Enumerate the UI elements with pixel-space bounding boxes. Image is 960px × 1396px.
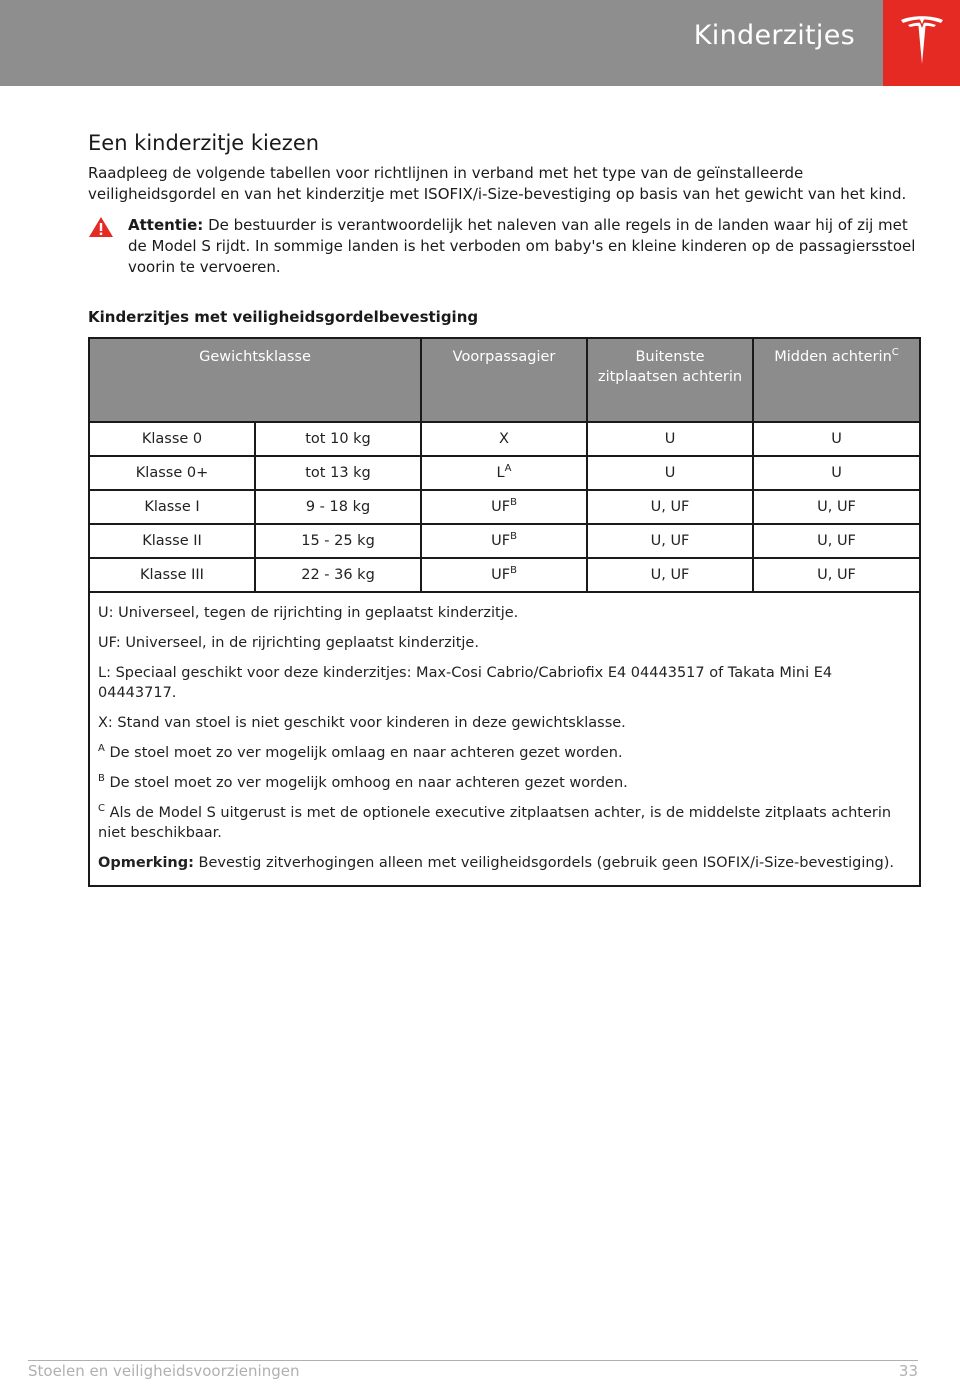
cell-midden: U [753,422,920,456]
table-row [89,524,920,558]
cell-voor [421,490,587,524]
cell-voor-sup: B [510,531,517,542]
note-l: L: Speciaal geschikt voor deze kinderzitjes: Max-Cosi Cabrio/Cabriofix E4 04443517 of Takata Mini E4 04443717. [98,665,833,701]
remark-text: Bevestig zitverhogingen alleen met veiligheidsgordels (gebruik geen ISOFIX/i-Size-bevestiging). [193,855,895,871]
cell-buiten: U, UF [587,490,753,524]
cell-voor [421,456,587,490]
note-a-text: De stoel moet zo ver mogelijk omlaag en naar achteren gezet worden. [104,745,623,761]
cell-midden: U, UF [753,490,920,524]
note-a [98,743,911,763]
cell-gewicht: tot 10 kg [255,422,421,456]
note-c-sup: C [98,803,105,814]
header-outer-rear: Buitenste zitplaatsen achterin [587,338,753,422]
warning-label: Attentie: [128,216,204,234]
footer-section-name: Stoelen en veiligheidsvoorzieningen [28,1362,300,1380]
cell-voor [421,558,587,592]
header-weight-class: Gewichtsklasse [89,338,421,422]
note-c-text: Als de Model S uitgerust is met de optionele executive zitplaatsen achter, is de middelste zitplaats achterin niet beschikbaar. [98,805,892,841]
header-bar [0,0,883,86]
note-x: X: Stand van stoel is niet geschikt voor kinderen in deze gewichtsklasse. [98,715,626,731]
section-title: Een kinderzitje kiezen [88,131,320,155]
cell-midden: U, UF [753,524,920,558]
cell-voor [421,422,587,456]
cell-voor-value: UF [491,533,511,549]
table-subtitle: Kinderzitjes met veiligheidsgordelbevestiging [88,308,479,326]
table-row [89,456,920,490]
note-b-text: De stoel moet zo ver mogelijk omhoog en naar achteren gezet worden. [104,775,628,791]
cell-klasse: Klasse 0+ [89,456,255,490]
cell-gewicht: 15 - 25 kg [255,524,421,558]
cell-voor-value: L [496,465,505,481]
table-row [89,422,920,456]
footer-page-number: 33 [898,1362,918,1380]
table-notes [89,592,920,886]
table-row [89,558,920,592]
tesla-logo-icon [899,14,945,66]
intro-paragraph: Raadpleeg de volgende tabellen voor richtlijnen in verband met het type van de geïnstalleerde veiligheidsgordel en van het kinderzitje met ISOFIX/i-Size-bevestiging op basis van het gewicht van het kind. [88,164,907,203]
notes-row [89,592,920,886]
cell-buiten: U, UF [587,524,753,558]
cell-voor-value: UF [491,499,511,515]
warning-text: De bestuurder is verantwoordelijk het naleven van alle regels in de landen waar hij of zij met de Model S rijdt. In sommige landen is het verboden om baby's en kleine kinderen op de passagiersstoel voorin te vervoeren. [128,216,916,276]
table-row [89,490,920,524]
cell-voor-value: UF [491,567,511,583]
main-content [88,131,918,887]
cell-klasse: Klasse III [89,558,255,592]
cell-gewicht: tot 13 kg [255,456,421,490]
warning-triangle-icon [88,216,114,238]
cell-buiten: U, UF [587,558,753,592]
cell-buiten: U [587,422,753,456]
cell-klasse: Klasse 0 [89,422,255,456]
note-u: U: Universeel, tegen de rijrichting in geplaatst kinderzitje. [98,605,519,621]
cell-midden: U, UF [753,558,920,592]
cell-midden: U [753,456,920,490]
child-seat-table [88,337,921,887]
header-middle-rear [753,338,920,422]
header-middle-rear-sup: C [891,347,899,358]
note-b [98,773,911,793]
cell-voor-value: X [499,431,509,447]
page-title: Kinderzitjes [693,20,855,51]
cell-klasse: Klasse I [89,490,255,524]
note-remark [98,853,911,873]
cell-voor-sup: A [504,463,512,474]
table-header-row [89,338,920,422]
note-uf: UF: Universeel, in de rijrichting geplaatst kinderzitje. [98,635,479,651]
note-c [98,803,911,843]
cell-buiten: U [587,456,753,490]
remark-label: Opmerking: [98,855,194,871]
cell-voor [421,524,587,558]
footer-divider [28,1360,918,1361]
cell-voor-sup: B [510,497,517,508]
brand-logo-box [883,0,960,86]
cell-klasse: Klasse II [89,524,255,558]
note-a-sup: A [98,743,105,754]
cell-gewicht: 9 - 18 kg [255,490,421,524]
warning-note [88,215,918,278]
cell-voor-sup: B [510,565,517,576]
header-middle-rear-label: Midden achterin [774,349,892,365]
note-b-sup: B [98,773,105,784]
cell-gewicht: 22 - 36 kg [255,558,421,592]
header-front-passenger: Voorpassagier [421,338,587,422]
